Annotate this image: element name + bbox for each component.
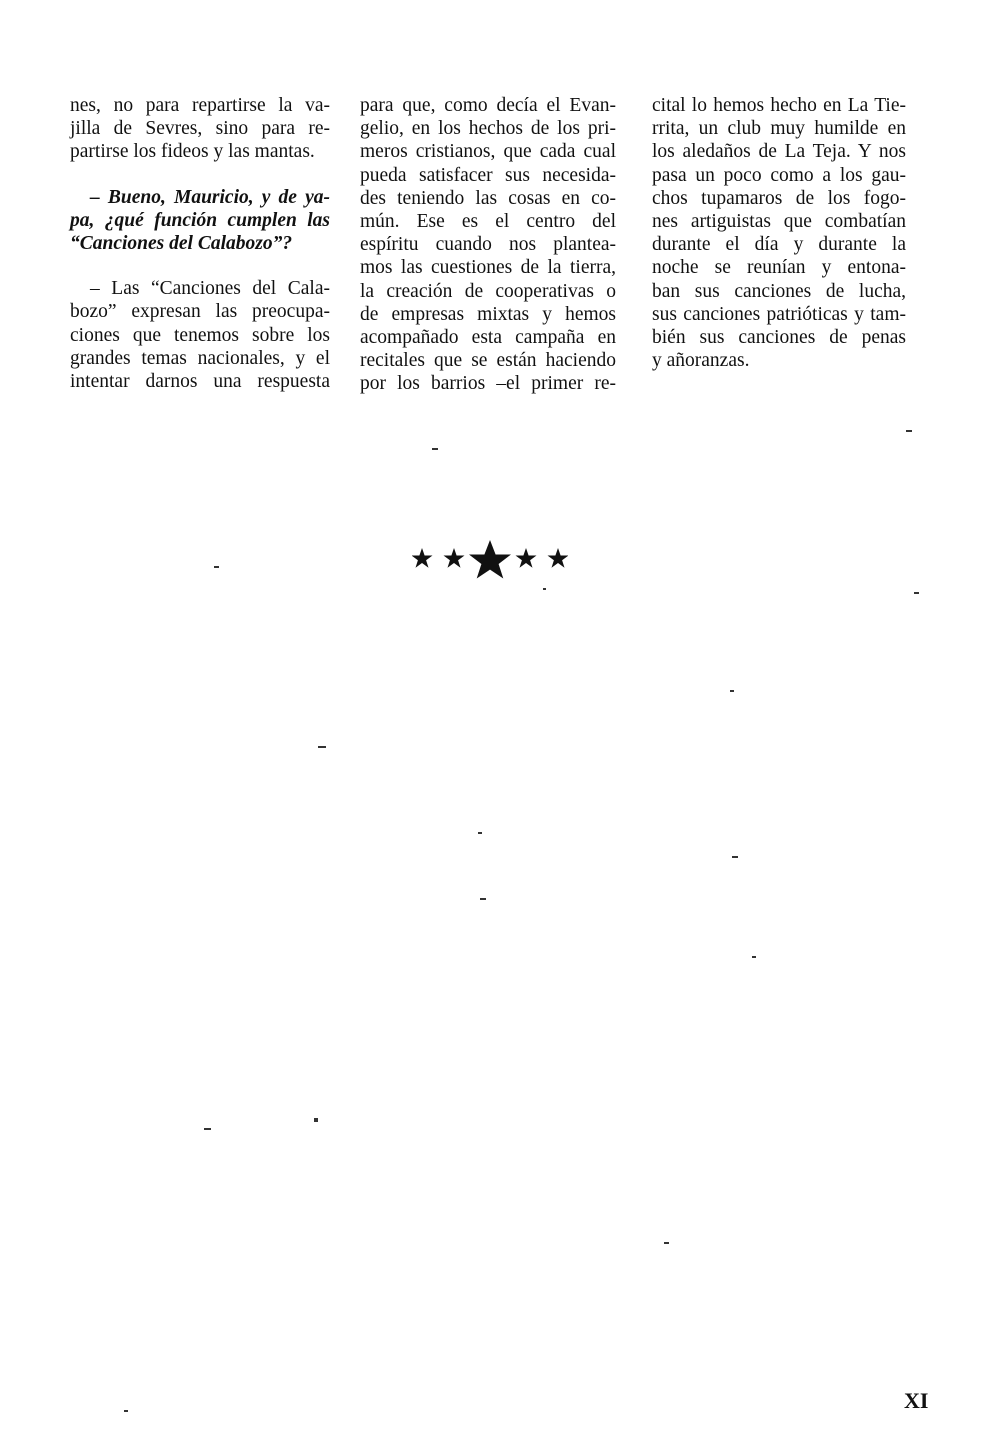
text-line: nes artiguistas que combatían [652,211,906,233]
text-line: noche se reunían y entona- [652,257,906,279]
scan-speck [732,856,738,858]
text-line: nes, no para repartirse la va- [70,95,330,116]
question-line: pa, ¿qué función cumplen las [70,209,330,231]
text-line: rrita, un club muy humilde en [652,118,906,140]
text-line: de empresas mixtas y hemos [360,303,616,325]
text-line: partirse los fideos y las mantas. [70,141,315,163]
question-line: – Bueno, Mauricio, y de ya- [90,186,330,208]
text-line: ban sus canciones de lucha, [652,280,906,302]
five-stars-ornament-icon [412,536,568,580]
text-line: cital lo hemos hecho en La Tie- [652,95,906,116]
text-line: y añoranzas. [652,350,750,372]
text-line: bién sus canciones de penas [652,327,906,349]
scan-speck [914,592,919,594]
text-line: recitales que se están haciendo [360,350,616,372]
text-line: para que, como decía el Evan- [360,95,616,116]
text-line: por los barrios –el primer re- [360,373,616,395]
large-star-icon [469,540,511,579]
text-line: meros cristianos, que cada cual [360,141,616,163]
interview-answer [70,277,330,393]
text-line: los aledaños de La Teja. Y nos [652,141,906,163]
star-icon [444,548,465,568]
text-line: chos tupamaros de los fogo- [652,187,906,209]
text-line: espíritu cuando nos plantea- [360,234,616,256]
scan-speck [543,588,546,590]
answer-line: intentar darnos una respuesta [70,371,330,393]
paragraph-continuation [70,94,330,164]
text-column-2 [360,94,616,396]
scan-speck [480,898,486,900]
answer-line: ciones que tenemos sobre los [70,324,330,346]
interview-question [70,186,330,256]
text-line: des teniendo las cosas en co- [360,187,616,209]
scan-speck [730,690,734,692]
text-line: la creación de cooperativas o [360,280,616,302]
paragraph-continuation [652,94,906,372]
scan-speck [214,566,219,568]
star-icon [412,548,433,568]
text-line: gelio, en los hechos de los pri- [360,118,616,140]
scan-speck [314,1118,318,1122]
page-number: XI [904,1388,929,1413]
answer-line: – Las “Canciones del Cala- [90,278,330,300]
text-line: sus canciones patrióticas y tam- [652,303,906,325]
answer-line: bozo” expresan las preocupa- [70,301,330,323]
text-line: acompañado esta campaña en [360,327,616,349]
text-line: mún. Ese es el centro del [360,211,616,233]
text-column-3 [652,94,906,372]
text-line: jilla de Sevres, sino para re- [70,118,330,140]
text-line: mos las cuestiones de la tierra, [360,257,616,279]
answer-line: grandes temas nacionales, y el [70,347,330,369]
text-line: pueda satisfacer sus necesida- [360,164,616,186]
star-icon [548,548,569,568]
scan-speck [664,1242,669,1244]
text-line: durante el día y durante la [652,234,906,256]
question-line: “Canciones del Calabozo”? [70,233,293,255]
scan-speck [318,746,326,748]
scan-speck [752,956,756,958]
scan-speck [432,448,438,450]
star-icon [516,548,537,568]
scan-speck [204,1128,211,1130]
scan-speck [478,832,482,834]
text-column-1 [70,94,330,393]
scan-speck [906,430,912,432]
text-line: pasa un poco como a los gau- [652,164,906,186]
scan-speck [124,1410,128,1412]
paragraph-continuation [360,94,616,396]
